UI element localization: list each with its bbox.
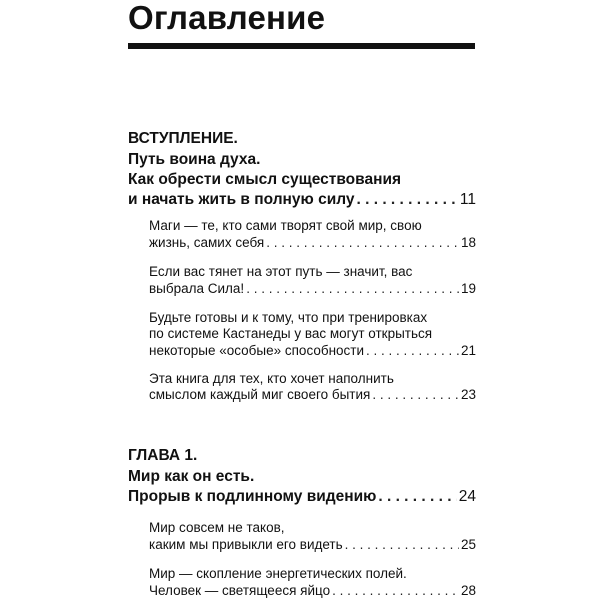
chapter1-entry-1-last-line[interactable] (149, 537, 476, 553)
dot-leader (332, 583, 459, 599)
chapter1-entry-2-last-line[interactable] (149, 583, 476, 599)
intro-entry-2-page: 19 (460, 281, 476, 296)
dot-leader (345, 537, 459, 553)
dot-leader (266, 235, 459, 251)
intro-entry-4-last-line[interactable] (149, 387, 476, 403)
page-title: Оглавление (128, 0, 326, 36)
dot-leader (356, 191, 457, 209)
intro-heading-line-2: Как обрести смысл существования (128, 171, 402, 188)
chapter1-heading-line-1: Мир как он есть. (128, 468, 255, 485)
intro-heading-last-line[interactable] (128, 191, 476, 209)
intro-entry-2-last-line[interactable] (149, 281, 476, 297)
intro-heading-line-1: Путь воина духа. (128, 151, 261, 168)
intro-entry-4-page: 23 (460, 387, 476, 402)
dot-leader (366, 343, 459, 359)
intro-entry-1-last-text: жизнь, самих себя (149, 235, 265, 250)
chapter1-entry-2-page: 28 (460, 583, 476, 598)
chapter1-entry-1-page: 25 (460, 537, 476, 552)
intro-entry-3-line-2: по системе Кастанеды у вас могут открыться (149, 326, 433, 341)
intro-entry-1-page: 18 (460, 235, 476, 250)
chapter1-heading-last-text: Прорыв к подлинному видению (128, 488, 377, 505)
intro-entry-4-line-1: Эта книга для тех, кто хочет наполнить (149, 371, 394, 386)
intro-entry-2-last-text: выбрала Сила! (149, 281, 245, 296)
intro-entry-3-last-text: некоторые «особые» способности (149, 343, 365, 358)
chapter1-entry-1-last-text: каким мы привыкли его видеть (149, 537, 343, 552)
dot-leader (246, 281, 459, 297)
chapter1-entry-2-last-text: Человек — светящееся яйцо (149, 583, 331, 598)
dot-leader (372, 387, 459, 403)
intro-entry-2-line-1: Если вас тянет на этот путь — значит, вас (149, 264, 413, 279)
intro-heading-last-text: и начать жить в полную силу (128, 191, 355, 208)
intro-entry-4-last-text: смыслом каждый миг своего бытия (149, 387, 371, 402)
intro-entry-3-last-line[interactable] (149, 343, 476, 359)
intro-entry-1-last-line[interactable] (149, 235, 476, 251)
title-rule (128, 43, 475, 49)
chapter1-label: ГЛАВА 1. (128, 447, 198, 464)
chapter1-entry-2-line-1: Мир — скопление энергетических полей. (149, 566, 407, 581)
chapter1-entry-1-line-1: Мир совсем не таков, (149, 520, 285, 535)
intro-entry-3-page: 21 (460, 343, 476, 358)
intro-entry-3-line-1: Будьте готовы и к тому, что при тренировках (149, 310, 428, 325)
intro-label: ВСТУПЛЕНИЕ. (128, 130, 238, 147)
chapter1-page-number: 24 (458, 488, 476, 505)
chapter1-heading-last-line[interactable] (128, 488, 476, 506)
intro-entry-1-line-1: Маги — те, кто сами творят свой мир, свою (149, 218, 422, 233)
dot-leader (378, 488, 456, 506)
intro-page-number: 11 (459, 191, 476, 208)
